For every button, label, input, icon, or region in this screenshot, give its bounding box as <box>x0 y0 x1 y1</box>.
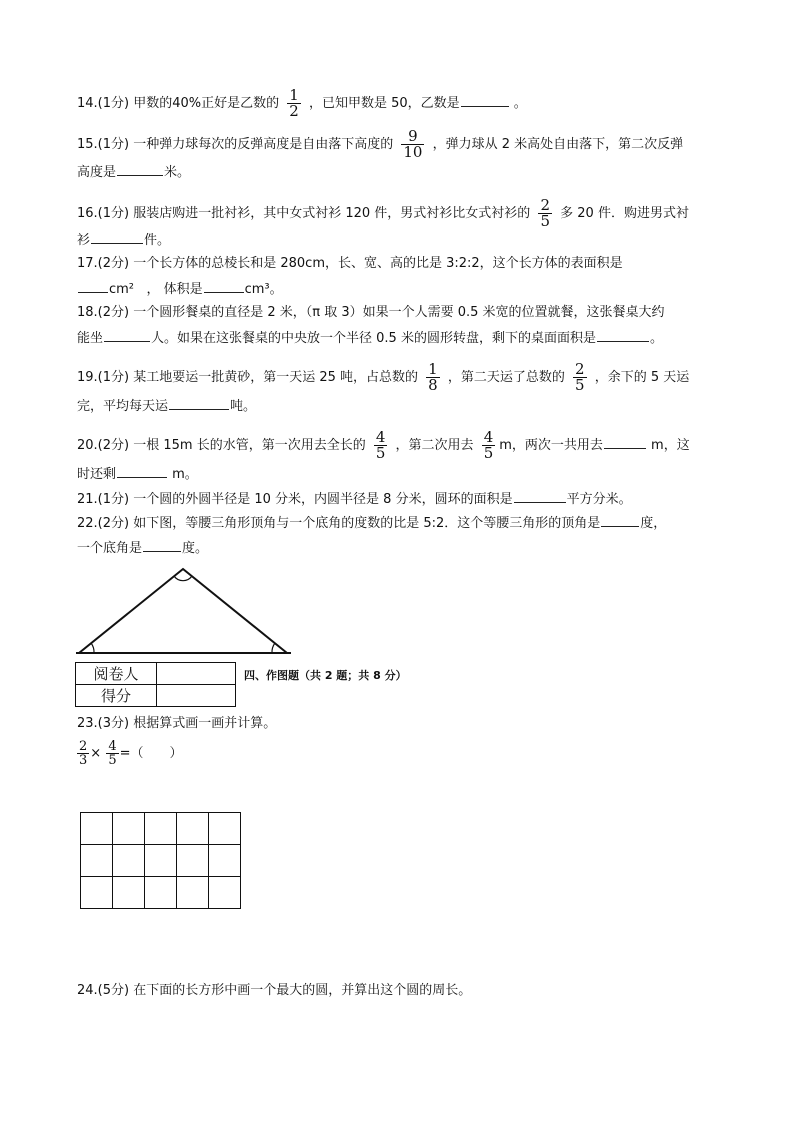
score-cell[interactable] <box>157 685 236 707</box>
left-base-angle-arc <box>91 643 94 653</box>
grid-cell[interactable] <box>209 845 241 877</box>
grid-cell[interactable] <box>177 877 209 909</box>
q14-fraction: $\frac{1}{2}$ <box>289 86 299 120</box>
answer-blank[interactable] <box>461 93 509 107</box>
answer-blank[interactable] <box>78 279 108 293</box>
grid-cell[interactable] <box>81 877 113 909</box>
question-18: 18.(2分) 一个圆形餐桌的直径是 2 米，（π 取 3）如果一个人需要 0.5 米宽的位置就餐，这张餐桌大约 <box>77 305 665 320</box>
reviewer-cell[interactable] <box>157 663 236 685</box>
grid-cell[interactable] <box>113 877 145 909</box>
q20-fraction-1: $\frac{4}{5}$ <box>375 428 386 462</box>
grid-cell[interactable] <box>177 813 209 845</box>
question-22-cont: 一个底角是 度。 <box>77 538 208 558</box>
question-21: 21.(1分) 一个圆的外圆半径是 10 分米，内圆半径是 8 分米，圆环的面积是 平方分米。 <box>77 489 632 509</box>
grid-cell[interactable] <box>145 877 177 909</box>
grid-cell[interactable] <box>81 813 113 845</box>
answer-blank[interactable] <box>204 279 244 293</box>
question-15: 15.(1分) 一种弹力球每次的反弹高度是自由落下高度的 $\frac{9}{10}$ ，弹力球从 2 米高处自由落下，第二次反弹 <box>77 127 684 161</box>
question-17: 17.(2分) 一个长方体的总棱长和是 280cm，长、宽、高的比是 3:2:2，这个长方体的表面积是 <box>77 256 623 271</box>
answer-blank[interactable] <box>604 435 646 449</box>
answer-blank[interactable] <box>597 328 649 342</box>
answer-blank[interactable] <box>104 328 150 342</box>
grid-cell[interactable] <box>145 845 177 877</box>
grid-cell[interactable] <box>209 813 241 845</box>
q23-fraction-1: $\frac{2}{3}$ <box>79 739 88 768</box>
q20-fraction-2: $\frac{4}{5}$ <box>483 428 494 462</box>
question-24: 24.(5分) 在下面的长方形中画一个最大的圆，并算出这个圆的周长。 <box>77 983 472 998</box>
q14-text: 14.(1分) 甲数的40%正好是乙数的 <box>77 96 280 111</box>
section-title: 四、作图题（共 2 题；共 8 分） <box>244 669 407 682</box>
grid-cell[interactable] <box>81 845 113 877</box>
score-label: 得分 <box>76 685 157 707</box>
grid-cell[interactable] <box>209 877 241 909</box>
question-20-cont: 时还剩 m。 <box>77 464 198 484</box>
question-23: 23.(3分) 根据算式画一画并计算。 <box>77 716 277 731</box>
reviewer-label: 阅卷人 <box>76 663 157 685</box>
question-14: 14.(1分) 甲数的40%正好是乙数的 $\frac{1}{2}$ ，已知甲数是 50，乙数是 。 <box>77 86 527 120</box>
q23-fraction-2: $\frac{4}{5}$ <box>108 739 117 768</box>
grid-cell[interactable] <box>177 845 209 877</box>
grid-cell[interactable] <box>113 845 145 877</box>
answer-blank[interactable] <box>117 464 167 478</box>
question-22: 22.(2分) 如下图，等腰三角形顶角与一个底角的度数的比是 5:2．这个等腰三角形的顶角是 度， <box>77 513 666 533</box>
q19-fraction-2: $\frac{2}{5}$ <box>575 360 585 394</box>
grid-cell[interactable] <box>113 813 145 845</box>
drawing-grid[interactable] <box>80 812 241 909</box>
answer-blank[interactable] <box>143 538 181 552</box>
grid-cell[interactable] <box>145 813 177 845</box>
question-16: 16.(1分) 服装店购进一批衬衫，其中女式衬衫 120 件，男式衬衫比女式衬衫的 $\frac{2}{5}$ 多 20 件．购进男式衬 <box>77 196 689 230</box>
question-16-cont: 衫 件。 <box>77 230 170 250</box>
isosceles-triangle-figure <box>76 562 291 656</box>
question-19: 19.(1分) 某工地要运一批黄砂，第一天运 25 吨，占总数的 $\frac{1}{8}$ ，第二天运了总数的 $\frac{2}{5}$ ，余下的 5 天运 <box>77 360 690 394</box>
question-19-cont: 完，平均每天运 吨。 <box>77 396 256 416</box>
question-20: 20.(2分) 一根 15m 长的水管，第一次用去全长的 $\frac{4}{5}$ ，第二次用去 $\frac{4}{5}$ m，两次一共用去 m，这 <box>77 428 690 462</box>
triangle-edges <box>79 569 287 653</box>
score-table <box>75 662 236 707</box>
apex-angle-arc <box>174 576 192 581</box>
q15-fraction: $\frac{9}{10}$ <box>403 127 423 161</box>
answer-blank[interactable] <box>514 489 566 503</box>
q19-fraction-1: $\frac{1}{8}$ <box>428 360 438 394</box>
answer-blank[interactable] <box>91 230 143 244</box>
answer-blank[interactable] <box>601 513 639 527</box>
question-15-cont: 高度是 米。 <box>77 162 190 182</box>
answer-blank[interactable] <box>169 396 229 410</box>
right-base-angle-arc <box>272 643 275 653</box>
answer-blank[interactable] <box>117 162 163 176</box>
question-18-cont: 能坐 人。如果在这张餐桌的中央放一个半径 0.5 米的圆形转盘，剩下的桌面面积是 。 <box>77 328 663 348</box>
q16-fraction: $\frac{2}{5}$ <box>540 196 550 230</box>
question-17-cont: cm² ， 体积是 cm³。 <box>77 279 283 299</box>
q23-expression: $\frac{2}{3}$ × $\frac{4}{5}$ =（ ） <box>79 739 183 768</box>
